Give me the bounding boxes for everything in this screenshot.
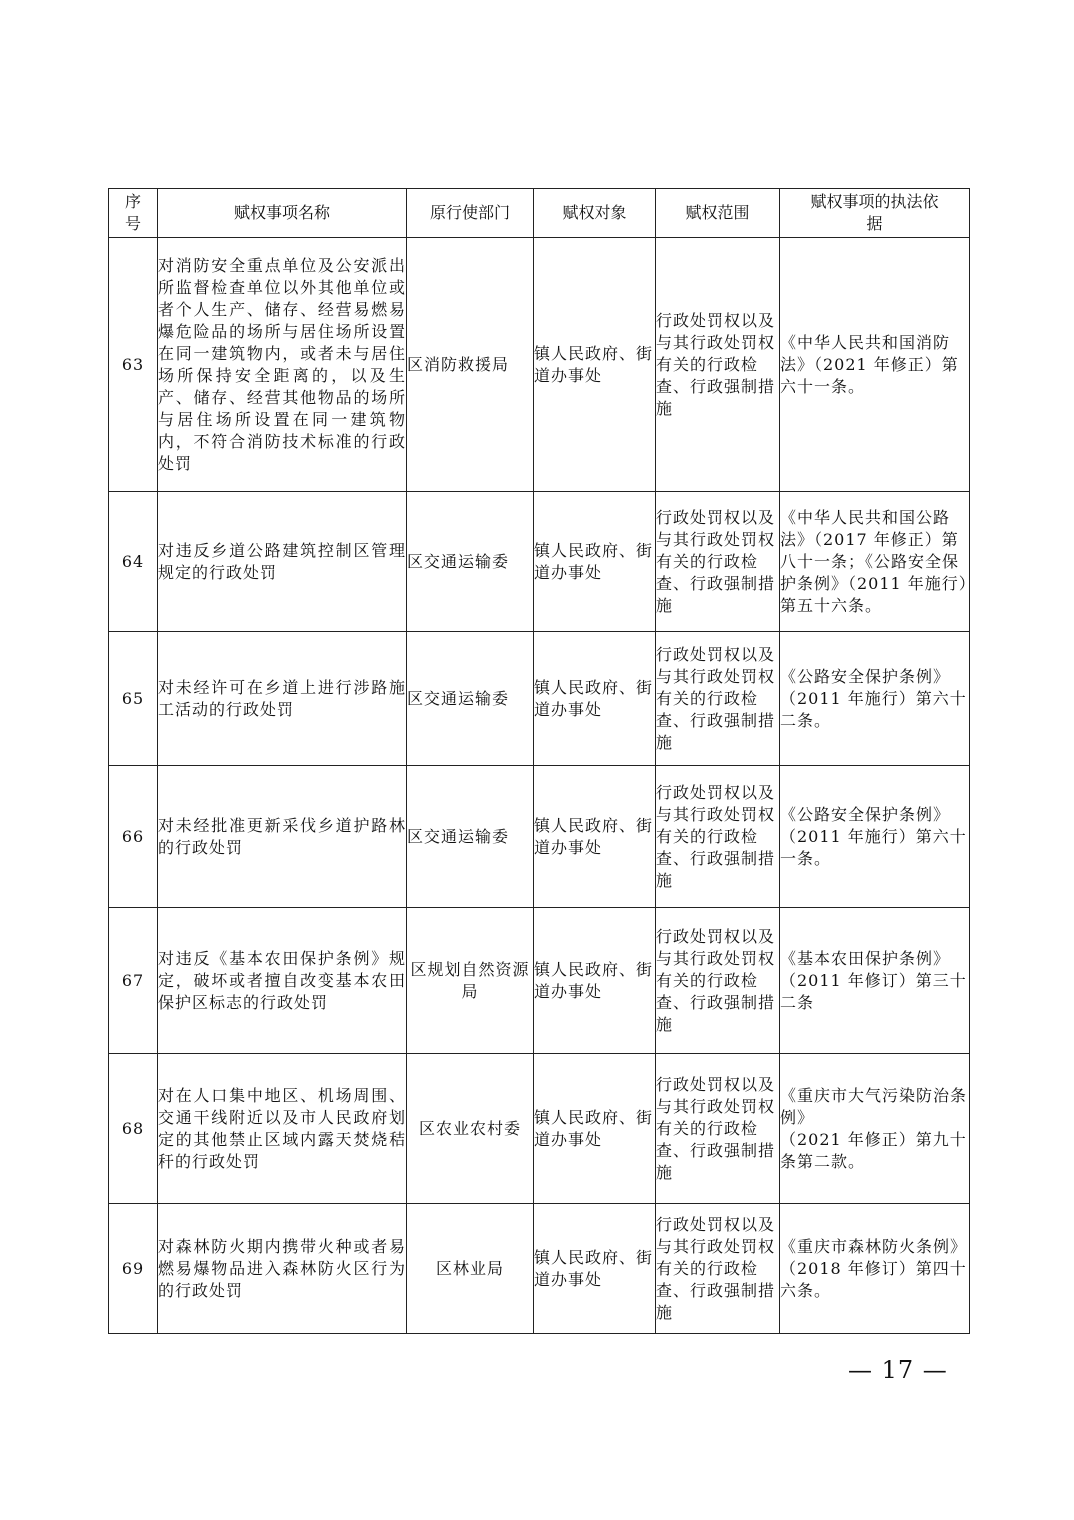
- header-original-dept: 原行使部门: [407, 189, 534, 238]
- header-target: 赋权对象: [534, 189, 656, 238]
- row-scope: 行政处罚权以及与其行政处罚权有关的行政检查、行政强制措施: [656, 632, 780, 766]
- row-item-name: 对森林防火期内携带火种或者易燃易爆物品进入森林防火区行为的行政处罚: [158, 1204, 407, 1334]
- row-legal-basis: 《公路安全保护条例》 （2011 年施行）第六十一条。: [780, 766, 970, 908]
- row-seq: 64: [109, 492, 158, 632]
- row-seq: 67: [109, 908, 158, 1054]
- row-target: 镇人民政府、街道办事处: [534, 632, 656, 766]
- row-legal-basis: 《重庆市大气污染防治条例》 （2021 年修正）第九十条第二款。: [780, 1054, 970, 1204]
- row-item-name: 对未经批准更新采伐乡道护路林的行政处罚: [158, 766, 407, 908]
- table-row: [109, 908, 970, 1054]
- row-item-name: 对违反乡道公路建筑控制区管理规定的行政处罚: [158, 492, 407, 632]
- header-legal-basis: 赋权事项的执法依 据: [780, 189, 970, 238]
- row-item-name: 对未经许可在乡道上进行涉路施工活动的行政处罚: [158, 632, 407, 766]
- row-seq: 63: [109, 238, 158, 492]
- table-header-row: [109, 189, 970, 238]
- row-target: 镇人民政府、街道办事处: [534, 492, 656, 632]
- row-scope: 行政处罚权以及与其行政处罚权有关的行政检查、行政强制措施: [656, 492, 780, 632]
- row-target: 镇人民政府、街道办事处: [534, 1204, 656, 1334]
- header-scope: 赋权范围: [656, 189, 780, 238]
- row-original-dept: 区农业农村委: [407, 1054, 534, 1204]
- row-target: 镇人民政府、街道办事处: [534, 766, 656, 908]
- row-original-dept: 区交通运输委: [407, 492, 534, 632]
- table-row: [109, 1204, 970, 1334]
- row-item-name: 对在人口集中地区、机场周围、交通干线附近以及市人民政府划定的其他禁止区域内露天焚烧秸秆的行政处罚: [158, 1054, 407, 1204]
- row-seq: 69: [109, 1204, 158, 1334]
- row-legal-basis: 《基本农田保护条例》（2011 年修订）第三十二条: [780, 908, 970, 1054]
- table-row: [109, 1054, 970, 1204]
- row-seq: 66: [109, 766, 158, 908]
- row-original-dept: 区交通运输委: [407, 766, 534, 908]
- header-item-name: 赋权事项名称: [158, 189, 407, 238]
- row-target: 镇人民政府、街道办事处: [534, 238, 656, 492]
- table-row: [109, 492, 970, 632]
- row-legal-basis: 《中华人民共和国公路法》（2017 年修正）第八十一条；《公路安全保护条例》（2011 年施行）第五十六条。: [780, 492, 970, 632]
- row-original-dept: 区林业局: [407, 1204, 534, 1334]
- row-seq: 68: [109, 1054, 158, 1204]
- authorization-table: [108, 188, 970, 1334]
- row-legal-basis: 《中华人民共和国消防法》（2021 年修正）第六十一条。: [780, 238, 970, 492]
- table-row: [109, 766, 970, 908]
- row-original-dept: 区交通运输委: [407, 632, 534, 766]
- row-seq: 65: [109, 632, 158, 766]
- row-scope: 行政处罚权以及与其行政处罚权有关的行政检查、行政强制措施: [656, 1054, 780, 1204]
- row-scope: 行政处罚权以及与其行政处罚权有关的行政检查、行政强制措施: [656, 766, 780, 908]
- row-original-dept: 区规划自然资源局: [407, 908, 534, 1054]
- row-original-dept: 区消防救援局: [407, 238, 534, 492]
- header-seq: 序 号: [109, 189, 158, 238]
- row-legal-basis: 《公路安全保护条例》 （2011 年施行）第六十二条。: [780, 632, 970, 766]
- row-legal-basis: 《重庆市森林防火条例》 （2018 年修订）第四十六条。: [780, 1204, 970, 1334]
- row-scope: 行政处罚权以及与其行政处罚权有关的行政检查、行政强制措施: [656, 238, 780, 492]
- row-scope: 行政处罚权以及与其行政处罚权有关的行政检查、行政强制措施: [656, 1204, 780, 1334]
- row-target: 镇人民政府、街道办事处: [534, 1054, 656, 1204]
- table-row: [109, 632, 970, 766]
- row-item-name: 对违反《基本农田保护条例》规定，破坏或者擅自改变基本农田保护区标志的行政处罚: [158, 908, 407, 1054]
- row-scope: 行政处罚权以及与其行政处罚权有关的行政检查、行政强制措施: [656, 908, 780, 1054]
- page-number: — 17 —: [848, 1356, 948, 1384]
- row-target: 镇人民政府、街道办事处: [534, 908, 656, 1054]
- row-item-name: 对消防安全重点单位及公安派出所监督检查单位以外其他单位或者个人生产、储存、经营易燃易爆危险品的场所与居住场所设置在同一建筑物内，或者未与居住场所保持安全距离的，以及生产、储存、经营其他物品的场所与居住场所设置在同一建筑物内，不符合消防技术标准的行政处罚: [158, 238, 407, 492]
- table-row: [109, 238, 970, 492]
